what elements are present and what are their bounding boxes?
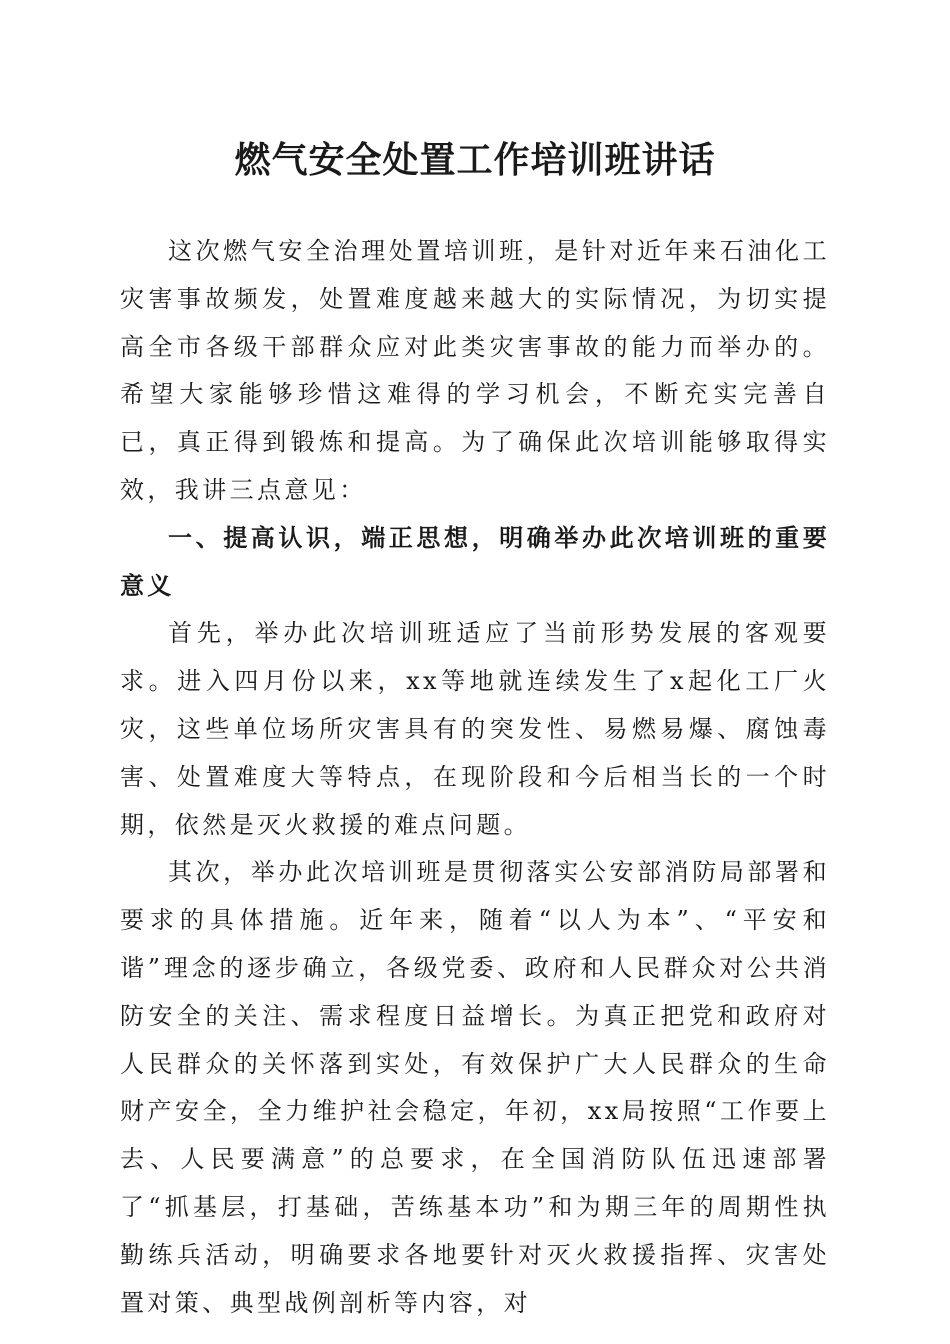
document-body	[120, 228, 830, 1327]
document-title: 燃气安全处置工作培训班讲话	[234, 139, 716, 181]
intro-paragraph: 这次燃气安全治理处置培训班，是针对近年来石油化工灾害事故频发，处置难度越来越大的实际情况，为切实提高全市各级干部群众应对此类灾害事故的能力而举办的。希望大家能够珍惜这难得的学习机会，不断充实完善自已，真正得到锻炼和提高。为了确保此次培训能够取得实效，我讲三点意见：	[120, 237, 830, 504]
section-heading: 一、提高认识，端正思想，明确举办此次培训班的重要意义	[120, 523, 830, 600]
body-paragraph-first: 首先，举办此次培训班适应了当前形势发展的客观要求。进入四月份以来，xx等地就连续发生了x起化工厂火灾，这些单位场所灾害具有的突发性、易燃易爆、腐蚀毒害、处置难度大等特点，在现阶段和今后相当长的一个时期，依然是灭火救援的难点问题。	[120, 619, 830, 839]
body-paragraph-second: 其次，举办此次培训班是贯彻落实公安部消防局部署和要求的具体措施。近年来，随着“以人为本”、“平安和谐”理念的逐步确立，各级党委、政府和人民群众对公共消防安全的关注、需求程度日益增长。为真正把党和政府对人民群众的关怀落到实处，有效保护广大人民群众的生命财产安全，全力维护社会稳定，年初，xx局按照“工作要上去、人民要满意”的总要求，在全国消防队伍迅速部署了“抓基层，打基础，苦练基本功”和为期三年的周期性执勤练兵活动，明确要求各地要针对灭火救援指挥、灾害处置对策、典型战例剖析等内容，对	[120, 858, 830, 1317]
